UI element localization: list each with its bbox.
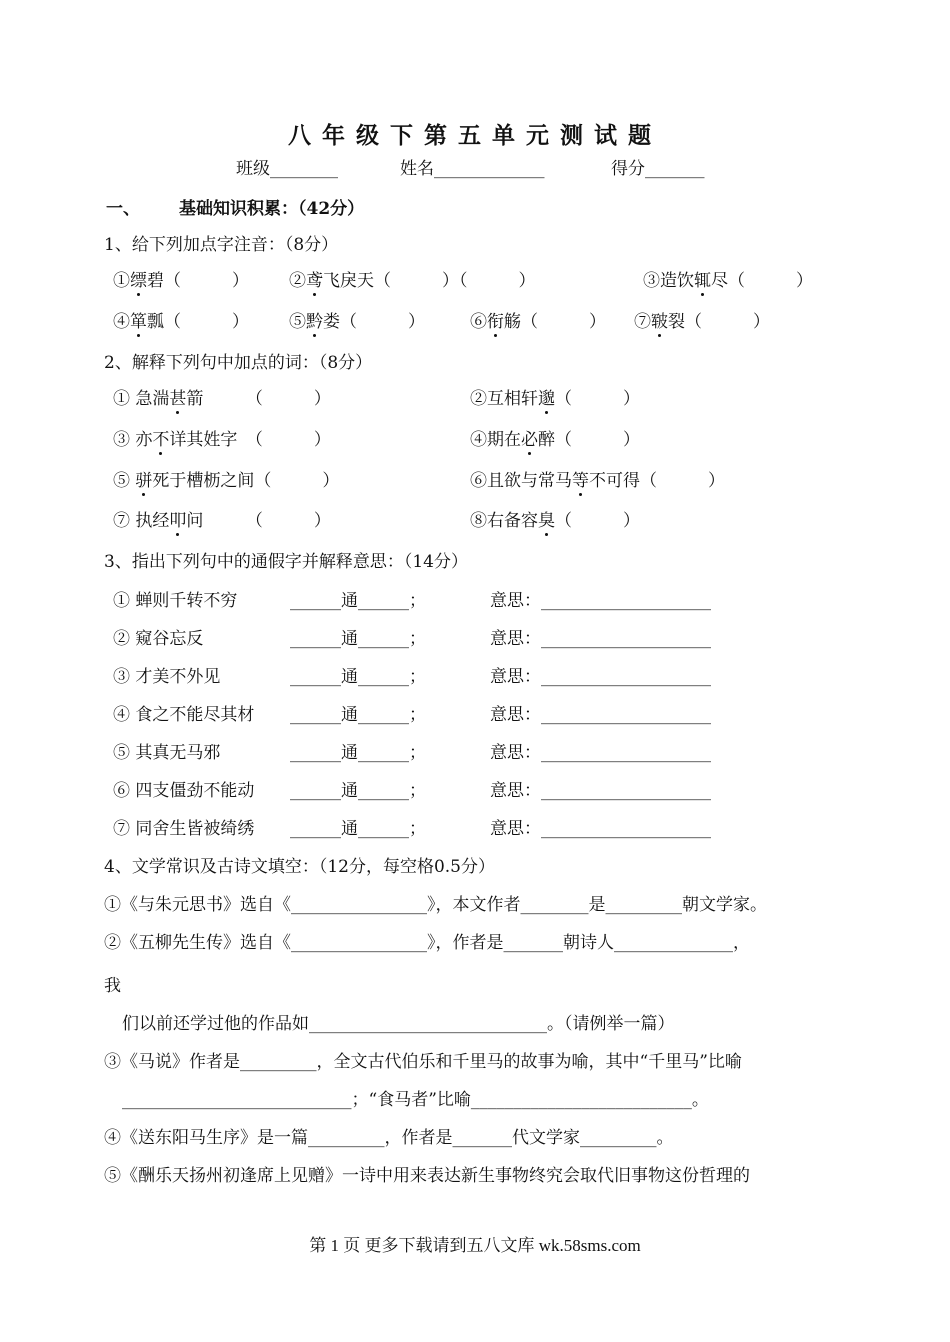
q3-heading: 3、指出下列句中的通假字并解释意思：（14分） xyxy=(104,552,468,572)
q3-meaning: 意思：____________________ xyxy=(490,781,711,801)
name-field: 姓名_____________ xyxy=(400,159,545,179)
q4-line: ③《马说》作者是_________，全文古代伯乐和千里马的故事为喻，其中“千里马”比喻 xyxy=(104,1052,742,1072)
q2-item: ① 急湍甚箭 （ ） xyxy=(113,389,331,409)
q4-line: ①《与朱元思书》选自《________________》，本文作者________是_________朝文学家。 xyxy=(104,895,767,915)
q1-heading: 1、给下列加点字注音：（8分） xyxy=(104,235,339,255)
q2-item: ③ 亦不详其姓字 （ ） xyxy=(113,430,331,450)
q3-sentence: ③ 才美不外见 xyxy=(113,667,221,687)
q1-item: ⑥衔觞（ ） xyxy=(470,312,606,332)
q3-meaning: 意思：____________________ xyxy=(490,667,711,687)
q2-item: ⑧右备容臭（ ） xyxy=(470,511,640,531)
q2-heading: 2、解释下列句中加点的词：（8分） xyxy=(104,353,373,373)
q1-item: ①缥碧（ ） xyxy=(113,271,249,291)
q3-sentence: ⑦ 同舍生皆被绮绣 xyxy=(113,819,255,839)
q3-sentence: ① 蝉则千转不穷 xyxy=(113,591,238,611)
section-title: 基础知识积累：（42分） xyxy=(179,199,365,219)
q1-item: ⑤黔娄（ ） xyxy=(289,312,425,332)
q4-line: ④《送东阳马生序》是一篇_________，作者是_______代文学家_________。 xyxy=(104,1128,674,1148)
page-footer: 第 1 页 更多下载请到五八文库 wk.58sms.com xyxy=(309,1236,641,1255)
q2-item: ②互相轩邈（ ） xyxy=(470,389,640,409)
q2-item: ⑥且欲与常马等不可得（ ） xyxy=(470,471,725,491)
score-field: 得分_______ xyxy=(611,159,705,179)
q3-blank: ______通______； xyxy=(290,705,426,725)
q3-meaning: 意思：____________________ xyxy=(490,591,711,611)
q3-meaning: 意思：____________________ xyxy=(490,819,711,839)
q4-line: ⑤《酬乐天扬州初逢席上见赠》一诗中用来表达新生事物终究会取代旧事物这份哲理的 xyxy=(104,1166,750,1186)
q1-item: ⑦皲裂（ ） xyxy=(634,312,770,332)
q4-line: ___________________________；“食马者”比喻__________________________。 xyxy=(122,1090,709,1110)
page-title: 八年级下第五单元测试题 xyxy=(288,122,662,149)
q2-item: ⑦ 执经叩问 （ ） xyxy=(113,511,331,531)
q1-item: ②鸢飞戾天（ ）（ ） xyxy=(289,271,536,291)
q2-item: ⑤ 骈死于槽枥之间（ ） xyxy=(113,471,340,491)
q1-item: ③造饮辄尽（ ） xyxy=(643,271,813,291)
q3-meaning: 意思：____________________ xyxy=(490,629,711,649)
q3-sentence: ⑤ 其真无马邪 xyxy=(113,743,221,763)
q3-blank: ______通______； xyxy=(290,591,426,611)
q3-blank: ______通______； xyxy=(290,781,426,801)
q3-blank: ______通______； xyxy=(290,819,426,839)
q3-sentence: ⑥ 四支僵劲不能动 xyxy=(113,781,255,801)
q3-sentence: ④ 食之不能尽其材 xyxy=(113,705,255,725)
q4-line: 我 xyxy=(104,976,121,996)
q1-item: ④箪瓢（ ） xyxy=(113,312,249,332)
q3-meaning: 意思：____________________ xyxy=(490,743,711,763)
q4-heading: 4、文学常识及古诗文填空：（12分，每空格0.5分） xyxy=(104,857,495,877)
class-field: 班级________ xyxy=(236,159,338,179)
q4-line: ②《五柳先生传》选自《________________》，作者是_______朝诗人______________， xyxy=(104,933,750,953)
q3-sentence: ② 窥谷忘反 xyxy=(113,629,204,649)
section-number: 一、 xyxy=(106,199,140,219)
q3-blank: ______通______； xyxy=(290,743,426,763)
q3-blank: ______通______； xyxy=(290,667,426,687)
q2-item: ④期在必醉（ ） xyxy=(470,430,640,450)
q4-line: 们以前还学过他的作品如____________________________。（请例举一篇） xyxy=(122,1014,675,1034)
q3-blank: ______通______； xyxy=(290,629,426,649)
q3-meaning: 意思：____________________ xyxy=(490,705,711,725)
